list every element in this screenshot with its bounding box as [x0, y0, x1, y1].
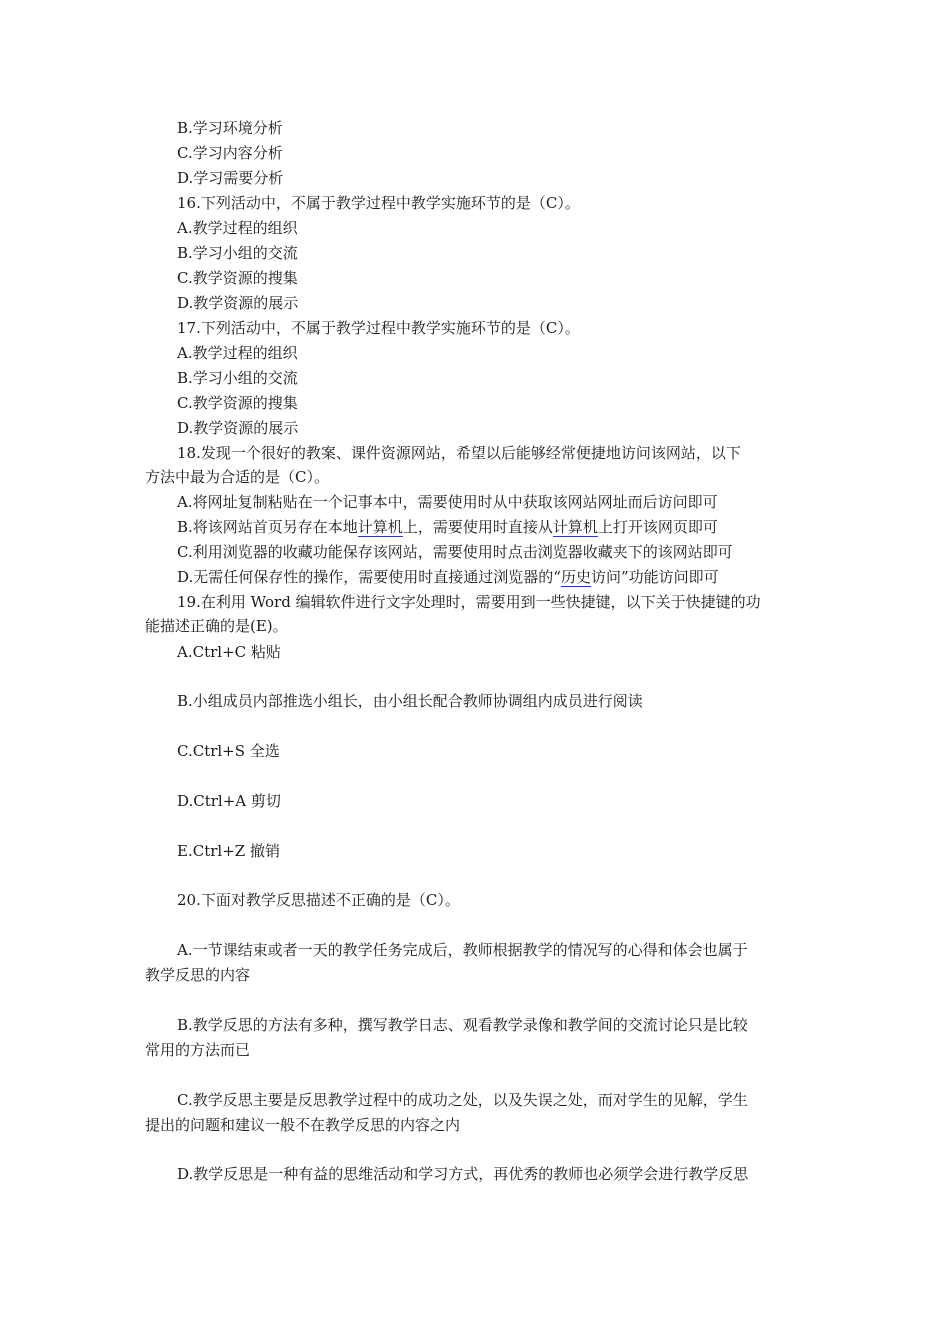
option-line: D.教学资源的展示	[177, 294, 299, 312]
option-line-continued: 教学反思的内容	[145, 966, 251, 984]
option-line: E.Ctrl+Z 撤销	[177, 842, 280, 860]
question-17: 17.下列活动中，不属于教学过程中教学实施环节的是（C）。	[177, 319, 580, 337]
option-line: A.将网址复制粘贴在一个记事本中，需要使用时从中获取该网站网址而后访问即可	[177, 493, 718, 511]
option-line: A.Ctrl+C 粘贴	[177, 643, 281, 661]
computer-link[interactable]: 计算机	[357, 518, 403, 536]
text-segment: 上打开该网页即可	[597, 518, 718, 536]
question-19-continued: 能描述正确的是(E)。	[145, 617, 288, 635]
option-line: B.学习环境分析	[177, 119, 283, 137]
option-line: B.学习小组的交流	[177, 244, 298, 262]
option-line: B.小组成员内部推选小组长，由小组长配合教师协调组内成员进行阅读	[177, 692, 643, 710]
option-line: D.Ctrl+A 剪切	[177, 792, 281, 810]
text-segment: 访问”功能访问即可	[590, 568, 719, 586]
question-18: 18.发现一个很好的教案、课件资源网站，希望以后能够经常便捷地访问该网站，以下	[177, 444, 741, 462]
text-segment: 上，需要使用时直接从	[402, 518, 553, 536]
question-18-continued: 方法中最为合适的是（C）。	[145, 468, 329, 486]
question-19: 19.在利用 Word 编辑软件进行文字处理时，需要用到一些快捷键，以下关于快捷键的功	[177, 593, 761, 611]
option-line: B.教学反思的方法有多种，撰写教学日志、观看教学录像和教学间的交流讨论只是比较	[177, 1016, 748, 1034]
option-line-continued: 提出的问题和建议一般不在教学反思的内容之内	[145, 1116, 461, 1134]
question-20: 20.下面对教学反思描述不正确的是（C）。	[177, 891, 460, 909]
question-16: 16.下列活动中，不属于教学过程中教学实施环节的是（C）。	[177, 194, 580, 212]
option-line: A.教学过程的组织	[177, 219, 298, 237]
option-line: C.教学资源的搜集	[177, 394, 298, 412]
option-line: D.教学资源的展示	[177, 419, 299, 437]
option-line: A.教学过程的组织	[177, 344, 298, 362]
option-line: C.教学资源的搜集	[177, 269, 298, 287]
option-line: C.Ctrl+S 全选	[177, 742, 280, 760]
history-link[interactable]: 历史	[560, 568, 591, 586]
computer-link[interactable]: 计算机	[552, 518, 598, 536]
option-line-continued: 常用的方法而已	[145, 1041, 251, 1059]
option-line: C.教学反思主要是反思教学过程中的成功之处，以及失误之处，而对学生的见解，学生	[177, 1091, 748, 1109]
option-line: A.一节课结束或者一天的教学任务完成后，教师根据教学的情况写的心得和体会也属于	[177, 941, 748, 959]
option-line: C.利用浏览器的收藏功能保存该网站，需要使用时点击浏览器收藏夹下的该网站即可	[177, 543, 733, 561]
text-segment: D.无需任何保存性的操作，需要使用时直接通过浏览器的“	[177, 568, 561, 586]
option-line: D.学习需要分析	[177, 169, 284, 187]
option-line: B.学习小组的交流	[177, 369, 298, 387]
option-line: D.教学反思是一种有益的思维活动和学习方式，再优秀的教师也必须学会进行教学反思	[177, 1165, 749, 1183]
option-line	[177, 567, 719, 587]
option-line	[177, 517, 718, 537]
option-line: C.学习内容分析	[177, 144, 283, 162]
text-segment: B.将该网站首页另存在本地	[177, 518, 358, 536]
